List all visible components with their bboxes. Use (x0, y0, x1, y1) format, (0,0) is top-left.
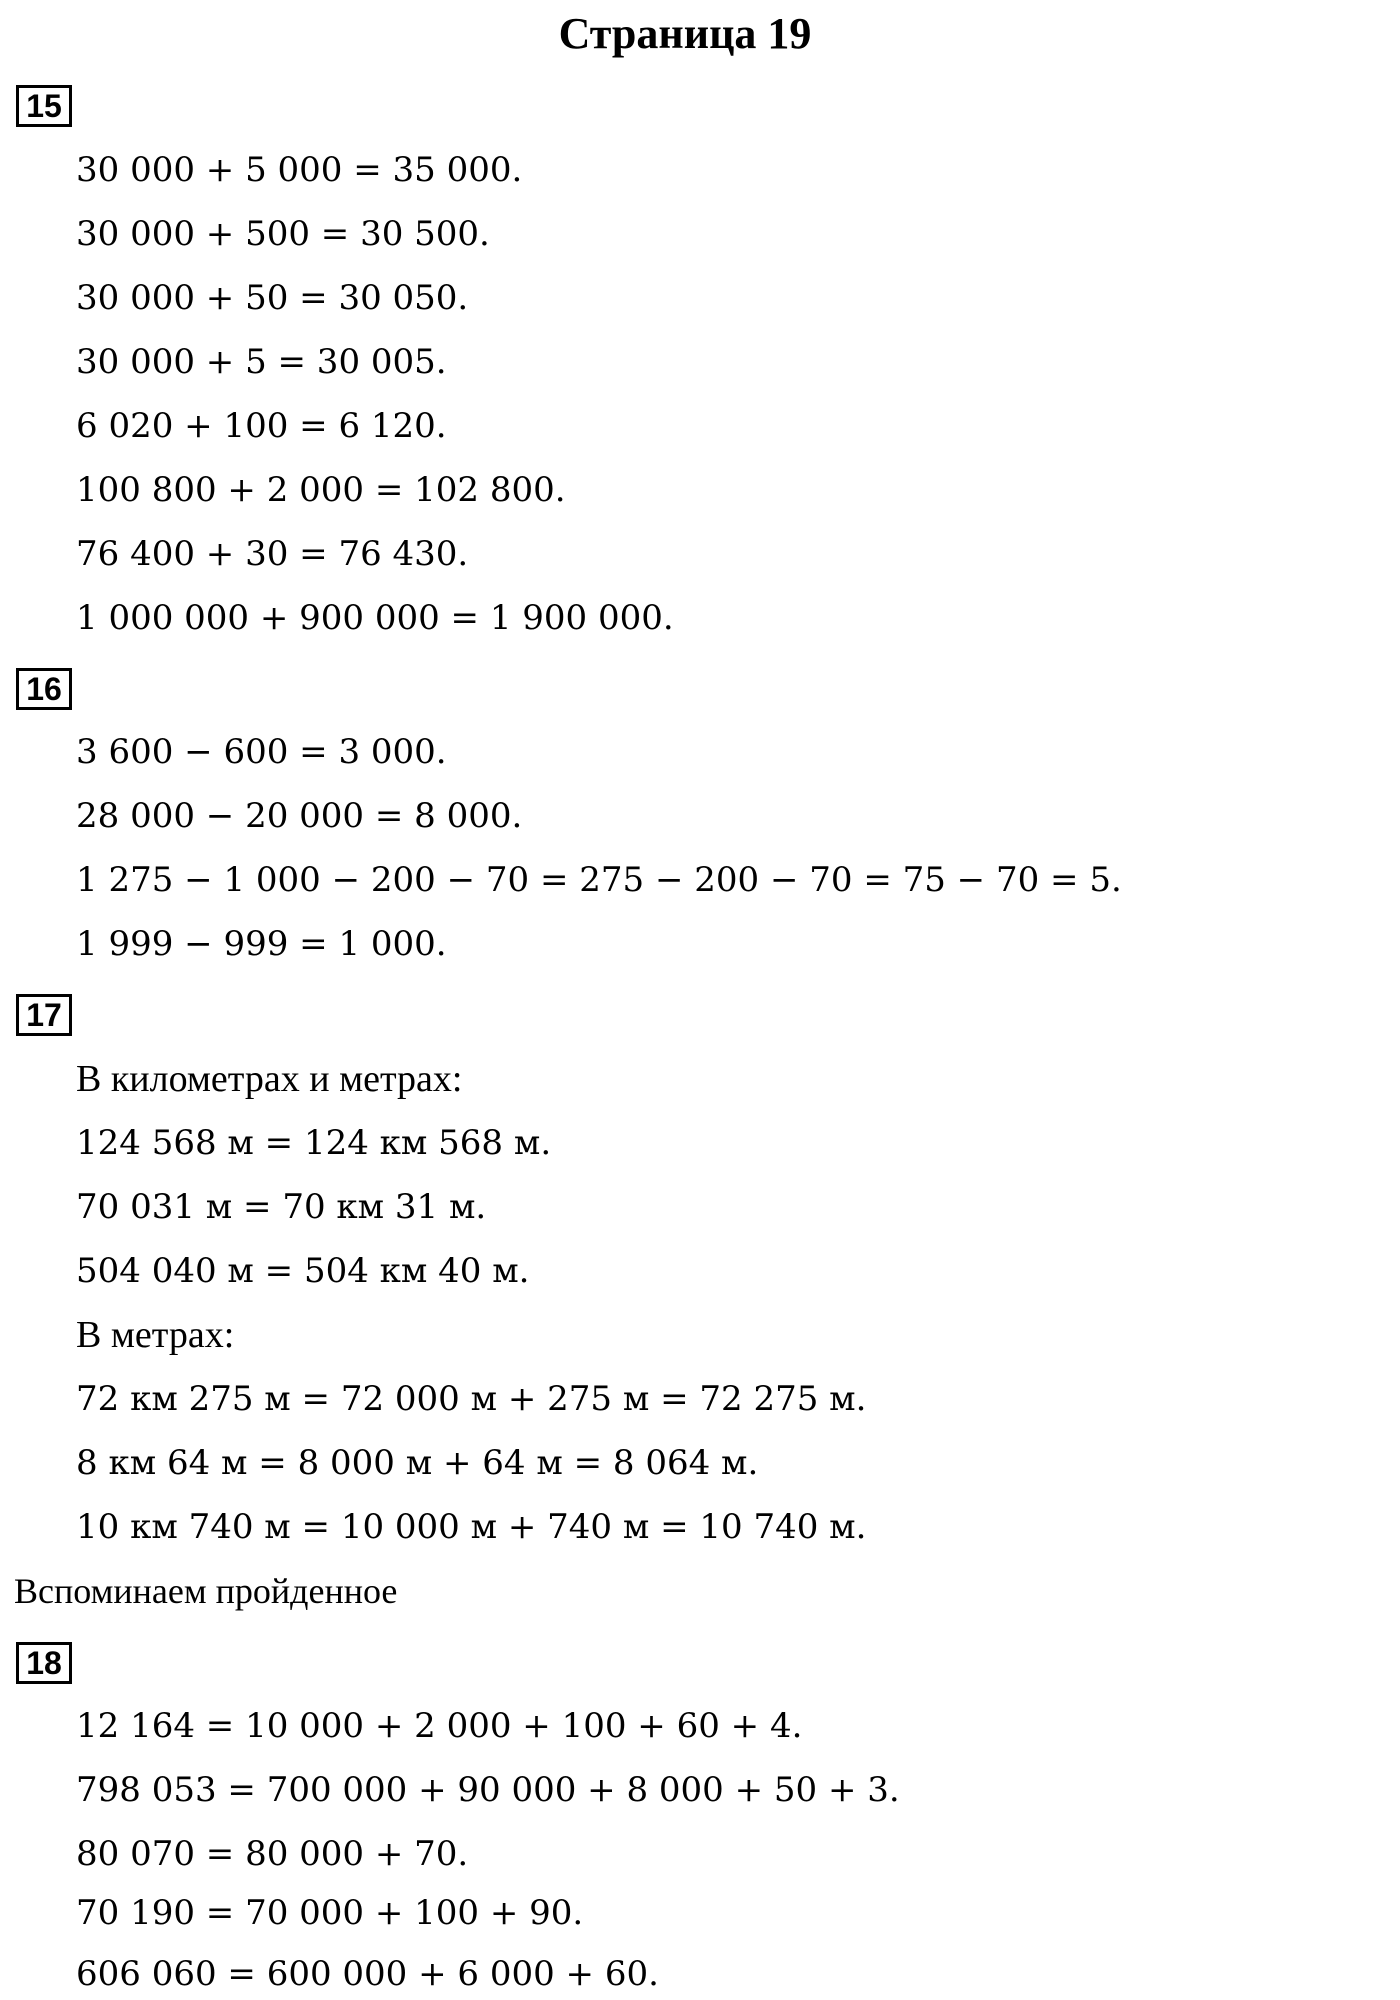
equation-line: 6 020 + 100 = 6 120. (76, 406, 447, 446)
review-section-heading: Вспоминаем пройденное (14, 1571, 398, 1611)
equation-line: 80 070 = 80 000 + 70. (76, 1834, 469, 1874)
task-number-18: 18 (16, 1642, 72, 1684)
equation-line: 1 999 − 999 = 1 000. (76, 924, 447, 964)
equation-line: 76 400 + 30 = 76 430. (76, 534, 469, 574)
subheading-m: В метрах: (76, 1314, 235, 1356)
equation-line: 72 км 275 м = 72 000 м + 275 м = 72 275 м. (76, 1379, 867, 1419)
equation-line: 70 190 = 70 000 + 100 + 90. (76, 1893, 584, 1933)
equation-line: 1 000 000 + 900 000 = 1 900 000. (76, 598, 674, 638)
page-title: Страница 19 (558, 9, 812, 58)
equation-line: 606 060 = 600 000 + 6 000 + 60. (76, 1954, 659, 1994)
equation-line: 504 040 м = 504 км 40 м. (76, 1251, 530, 1291)
equation-line: 124 568 м = 124 км 568 м. (76, 1123, 552, 1163)
task-number-17: 17 (16, 994, 72, 1036)
equation-line: 30 000 + 50 = 30 050. (76, 278, 469, 318)
equation-line: 798 053 = 700 000 + 90 000 + 8 000 + 50 + 3. (76, 1770, 900, 1810)
equation-line: 1 275 − 1 000 − 200 − 70 = 275 − 200 − 70 = 75 − 70 = 5. (76, 860, 1122, 900)
equation-line: 30 000 + 5 000 = 35 000. (76, 150, 523, 190)
equation-line: 3 600 − 600 = 3 000. (76, 732, 447, 772)
equation-line: 30 000 + 500 = 30 500. (76, 214, 490, 254)
task-number-15: 15 (16, 85, 72, 127)
equation-line: 12 164 = 10 000 + 2 000 + 100 + 60 + 4. (76, 1706, 803, 1746)
equation-line: 100 800 + 2 000 = 102 800. (76, 470, 566, 510)
equation-line: 30 000 + 5 = 30 005. (76, 342, 447, 382)
equation-line: 8 км 64 м = 8 000 м + 64 м = 8 064 м. (76, 1443, 759, 1483)
equation-line: 10 км 740 м = 10 000 м + 740 м = 10 740 м. (76, 1507, 867, 1547)
subheading-km-m: В километрах и метрах: (76, 1058, 463, 1100)
equation-line: 70 031 м = 70 км 31 м. (76, 1187, 487, 1227)
task-number-16: 16 (16, 668, 72, 710)
equation-line: 28 000 − 20 000 = 8 000. (76, 796, 523, 836)
